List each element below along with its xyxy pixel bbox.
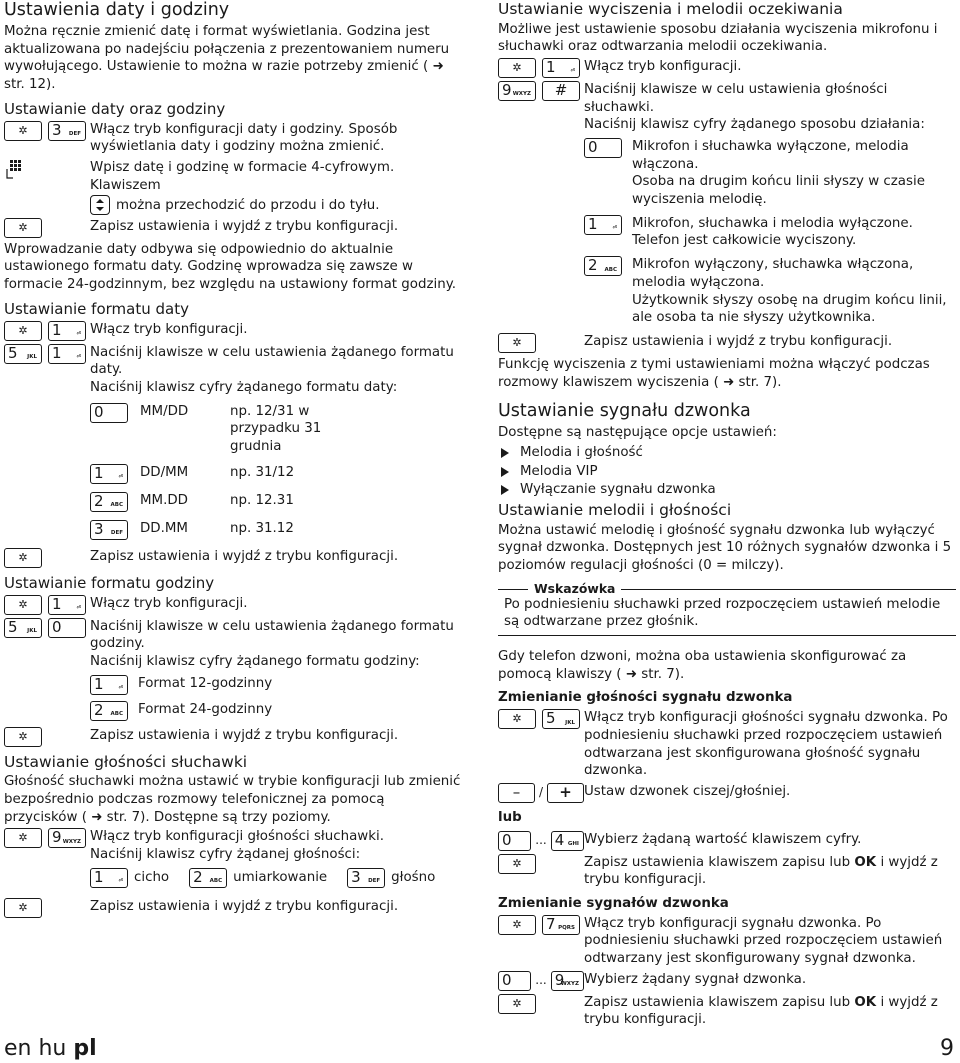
- key-2-icon: 2 ABC: [90, 492, 128, 512]
- key-0-icon: 0: [498, 971, 531, 991]
- subsection-ring-volume: Zmienianie głośności sygnału dzwonka: [498, 690, 793, 706]
- ok-label: OK: [854, 854, 877, 870]
- section-mute-title: Ustawianie wyciszenia i melodii oczekiwania: [498, 0, 843, 18]
- step-row: 0 ... 9 WXYZ Wybierz żądany sygnał dzwonka.: [498, 971, 956, 991]
- mute-intro: Możliwe jest ustawienie sposobu działania wyciszenia mikrofonu i słuchawki oraz odtwarzania melodii oczekiwania.: [498, 21, 938, 55]
- step-row: ✲ 9 WXYZ Włącz tryb konfiguracji głośności słuchawki. Naciśnij klawisz cyfry żądanej głośności:: [4, 828, 462, 863]
- section-melody-volume-title: Ustawianie melodii i głośności: [498, 501, 732, 520]
- key-3-icon: 3 DEF: [90, 520, 128, 540]
- key-4-icon: 4 GHI: [551, 831, 584, 851]
- step-row: ✲ 3 DEF Włącz tryb konfiguracji daty i godziny. Sposób wyświetlania daty i godziny można zmienić.: [4, 121, 462, 156]
- key-5-icon: 5 JKL: [542, 709, 580, 729]
- key-0-icon: 0: [584, 138, 622, 158]
- ringtone-options-list: [498, 444, 956, 499]
- step-row: ✲ Zapisz ustawienia i wyjdź z trybu konfiguracji.: [498, 333, 956, 353]
- step-row: 5 JKL 1 ⏎ Naciśnij klawisze w celu ustawienia żądanego formatu daty. Naciśnij klawisz cyfry żądanego formatu daty:: [4, 344, 462, 397]
- key-0-icon: 0: [498, 831, 531, 851]
- step-row: ✲ Zapisz ustawienia klawiszem zapisu lub OK i wyjdź z trybu konfiguracji.: [498, 854, 956, 889]
- key-5-icon: 5 JKL: [4, 618, 42, 638]
- key-2-icon: 2 ABC: [189, 868, 227, 888]
- list-item: Melodia i głośność: [498, 444, 956, 462]
- key-1-icon: 1 ⏎: [542, 58, 580, 78]
- menu-key-icon: ✲: [4, 121, 42, 141]
- menu-key-icon: ✲: [4, 548, 42, 568]
- mute-option: 1 ⏎ Mikrofon, słuchawka i melodia wyłączone. Telefon jest całkowicie wyciszony.: [584, 215, 956, 250]
- section-date-time-title: Ustawianie daty oraz godziny: [4, 99, 226, 118]
- key-1-icon: 1 ⏎: [90, 868, 128, 888]
- step-row: ✲ 1 ⏎ Włącz tryb konfiguracji.: [498, 58, 956, 78]
- menu-key-icon: ✲: [4, 828, 42, 848]
- date-format-option: 1 ⏎ DD/MM np. 31/12: [90, 464, 462, 484]
- step-row: 5 JKL 0 Naciśnij klawisze w celu ustawienia żądanego formatu godziny. Naciśnij klawisz cyfry żądanego formatu godziny:: [4, 618, 462, 671]
- menu-key-icon: ✲: [4, 595, 42, 615]
- step-row: ✲ Zapisz ustawienia klawiszem zapisu lub OK i wyjdź z trybu konfiguracji.: [498, 994, 956, 1029]
- list-item: Melodia VIP: [498, 463, 956, 481]
- section-ringtone-title: Ustawianie sygnału dzwonka: [498, 401, 751, 422]
- hint-box: Wskazówka Po podniesieniu słuchawki przed rozpoczęciem ustawień melodie są odtwarzane przez głośnik.: [498, 589, 956, 636]
- mute-after: Funkcję wyciszenia z tymi ustawieniami można włączyć podczas rozmowy klawiszem wyciszenia ( ➜ str. 7).: [498, 356, 930, 390]
- step-row: Wpisz datę i godzinę w formacie 4-cyfrowym. Klawiszem można przechodzić do przodu i do tyłu.: [4, 159, 462, 214]
- step-row: ✲ Zapisz ustawienia i wyjdź z trybu konfiguracji.: [4, 898, 462, 918]
- key-1-icon: 1 ⏎: [48, 595, 86, 615]
- step-row: ✲ Zapisz ustawienia i wyjdź z trybu konfiguracji.: [4, 727, 462, 747]
- menu-key-icon: ✲: [4, 321, 42, 341]
- key-2-icon: 2 ABC: [90, 701, 128, 721]
- section-date-format-title: Ustawianie formatu daty: [4, 299, 189, 318]
- key-1-icon: 1 ⏎: [584, 215, 622, 235]
- mute-option: 2 ABC Mikrofon wyłączony, słuchawka włączona, melodia wyłączona. Użytkownik słyszy osobę na drugim końcu linii, ale osoba ta nie słyszy użytkownika.: [584, 256, 956, 327]
- date-format-option: 0 MM/DD np. 12/31 w przypadku 31 grudnia: [90, 403, 462, 456]
- date-format-option: 3 DEF DD.MM np. 31.12: [90, 520, 462, 540]
- step-row: ✲ 5 JKL Włącz tryb konfiguracji głośności sygnału dzwonka. Po podniesieniu słuchawki przed rozpoczęciem ustawień odtwarzana jest skonfigurowana głośność sygnału dzwonka.: [498, 709, 956, 780]
- key-1-icon: 1 ⏎: [90, 464, 128, 484]
- menu-key-icon: ✲: [4, 218, 42, 238]
- step-row: ✲ 7 PQRS Włącz tryb konfiguracji sygnału dzwonka. Po podniesieniu słuchawki przed rozpoczęciem ustawień odtwarzany jest skonfigurowany sygnał dzwonka.: [498, 915, 956, 968]
- or-label: lub: [498, 809, 522, 825]
- step-row: ✲ 1 ⏎ Włącz tryb konfiguracji.: [4, 321, 462, 341]
- step-row: ✲ Zapisz ustawienia i wyjdź z trybu konfiguracji.: [4, 548, 462, 568]
- date-format-option: 2 ABC MM.DD np. 12.31: [90, 492, 462, 512]
- key-1-icon: 1 ⏎: [90, 675, 128, 695]
- menu-key-icon: ✲: [498, 333, 536, 353]
- step-row: 9 WXYZ # Naciśnij klawisze w celu ustawienia głośności słuchawki. Naciśnij klawisz cyfry żądanego sposobu działania:: [498, 81, 956, 134]
- intro-text: Można ręcznie zmienić datę i format wyświetlania. Godzina jest aktualizowana po nadejściu połączenia z prezentowaniem numeru wywołującego. Ustawienie to można w razie potrzeby zmienić ( ➜ str. 12).: [4, 24, 450, 93]
- key-9-icon: 9 WXYZ: [498, 81, 536, 101]
- menu-key-icon: ✲: [4, 727, 42, 747]
- page-number: 9: [940, 1036, 954, 1061]
- mute-option: 0 Mikrofon i słuchawka wyłączone, melodia włączona. Osoba na drugim końcu linii słyszy w czasie wyciszenia melodię.: [584, 138, 956, 209]
- key-3-icon: 3 DEF: [48, 121, 86, 141]
- menu-key-icon: ✲: [4, 898, 42, 918]
- list-item: Wyłączanie sygnału dzwonka: [498, 481, 956, 499]
- section-handset-volume-title: Ustawianie głośności słuchawki: [4, 752, 248, 771]
- date-entry-note: Wprowadzanie daty odbywa się odpowiednio do aktualnie ustawionego formatu daty. Godzinę wprowadza się zawsze w formacie 24-godzinnym, bez względu na ustawiony format godziny.: [4, 241, 457, 292]
- menu-key-icon: ✲: [498, 709, 536, 729]
- page-title: Ustawienia daty i godziny: [4, 0, 230, 20]
- key-5-icon: 5 JKL: [4, 344, 42, 364]
- ok-label: OK: [854, 994, 877, 1010]
- volume-options: 1 ⏎ cicho 2 ABC umiarkowanie 3 DEF głośno: [90, 868, 462, 888]
- key-1-icon: 1 ⏎: [48, 321, 86, 341]
- key-0-icon: 0: [48, 618, 86, 638]
- step-row: ✲ 1 ⏎ Włącz tryb konfiguracji.: [4, 595, 462, 615]
- step-row: 0 ... 4 GHI Wybierz żądaną wartość klawiszem cyfry.: [498, 831, 956, 851]
- minus-key-icon: –: [498, 783, 535, 803]
- key-7-icon: 7 PQRS: [542, 915, 580, 935]
- time-format-option: 1 ⏎ Format 12-godzinny: [90, 675, 462, 695]
- menu-key-icon: ✲: [498, 915, 536, 935]
- menu-key-icon: ✲: [498, 994, 536, 1014]
- menu-key-icon: ✲: [498, 58, 536, 78]
- nav-key-icon: [90, 195, 110, 215]
- plus-key-icon: +: [547, 783, 584, 803]
- step-row: – / + Ustaw dzwonek ciszej/głośniej.: [498, 783, 956, 803]
- language-footer: en hu pl: [4, 1036, 97, 1061]
- subsection-ringtones: Zmienianie sygnałów dzwonka: [498, 895, 729, 911]
- handset-volume-intro: Głośność słuchawki można ustawić w trybie konfiguracji lub zmienić bezpośrednio podczas rozmowy telefonicznej za pomocą przycisków ( ➜ str. 7). Dostępne są trzy poziomy.: [4, 774, 461, 825]
- key-2-icon: 2 ABC: [584, 256, 622, 276]
- key-1-icon: 1 ⏎: [48, 344, 86, 364]
- menu-key-icon: ✲: [498, 854, 536, 874]
- step-row: ✲ Zapisz ustawienia i wyjdź z trybu konfiguracji.: [4, 218, 462, 238]
- keypad-icon: [4, 159, 22, 187]
- hint-tag: Wskazówka: [528, 581, 621, 597]
- hash-key-icon: #: [542, 81, 580, 101]
- time-format-option: 2 ABC Format 24-godzinny: [90, 701, 462, 721]
- key-0-icon: 0: [90, 403, 128, 423]
- key-3-icon: 3 DEF: [347, 868, 385, 888]
- key-9-icon: 9 WXYZ: [48, 828, 86, 848]
- section-time-format-title: Ustawianie formatu godziny: [4, 573, 215, 592]
- left-column: [4, 0, 462, 921]
- key-9-icon: 9 WXYZ: [551, 971, 584, 991]
- right-column: Ustawianie wyciszenia i melodii oczekiwania Możliwe jest ustawienie sposobu działania wyciszenia mikrofonu i słuchawki oraz odtwarzania melodii oczekiwania. ✲ 1 ⏎ Włącz tryb konfiguracji. 9 WXYZ # Naciśnij klawisze w celu ustawienia głośności słuchawki. Naciśnij klawisz cyfry żądanego sposobu działania: 0 Mikrofon i słuchawka wyłączone, melodia włączona. Osoba na drugim końcu linii słyszy w czasie wyciszenia melodię. 1 ⏎ Mikrofon, słuchawka i melodia wyłączone. Telefon jest całkowicie wyciszony. 2 ABC Mikrofon wyłączony, słuchawka włączona, melodia wyłączona. Użytkownik słyszy osobę na drugim końcu linii, ale osoba ta nie słyszy użytkownika. ✲ Zapisz ustawienia i wyjdź z trybu konfiguracji. Funkcję wyciszenia z tymi ustawieniami można włączyć podczas rozmowy klawiszem wyciszenia ( ➜ str. 7). Ustawianie sygnału dzwonka Dostępne są następujące opcje ustawień: Melodia i głośność Melodia VIP Wyłączanie sygnału dzwonka Ustawianie melodii i głośności Można ustawić melodię i głośność sygnału dzwonka lub wyłączyć sygnał dzwonka. Dostępnych jest 10 różnych sygnałów dzwonka i 5 poziomów regulacji głośności (0 = milczy). Wskazówka Po podniesieniu słuchawki przed rozpoczęciem ustawień melodie są odtwarzane przez głośnik. Gdy telefon dzwoni, można oba ustawienia skonfigurować za pomocą klawiszy ( ➜ str. 7). Zmienianie głośności sygnału dzwonka ✲ 5 JKL Włącz tryb konfiguracji głośności sygnału dzwonka. Po podniesieniu słuchawki przed rozpoczęciem ustawień odtwarzana jest skonfigurowana głośność sygnału dzwonka. – / + Ustaw dzwonek ciszej/głośniej. lub 0 ... 4 GHI Wybierz żądaną wartość klawiszem cyfry. ✲ Zapisz ustawienia klawiszem zapisu lub OK i wyjdź z trybu konfiguracji. Zmienianie sygnałów dzwonka ✲ 7 PQRS Włącz tryb konfiguracji sygnału dzwonka. Po podniesieniu słuchawki przed rozpoczęciem ustawień odtwarzany jest skonfigurowany sygnał dzwonka. 0 ... 9 WXYZ Wybierz żądany sygnał dzwonka. ✲ Zapisz ustawienia klawiszem zapisu lub OK i wyjdź z trybu konfiguracji.: [498, 0, 956, 1032]
